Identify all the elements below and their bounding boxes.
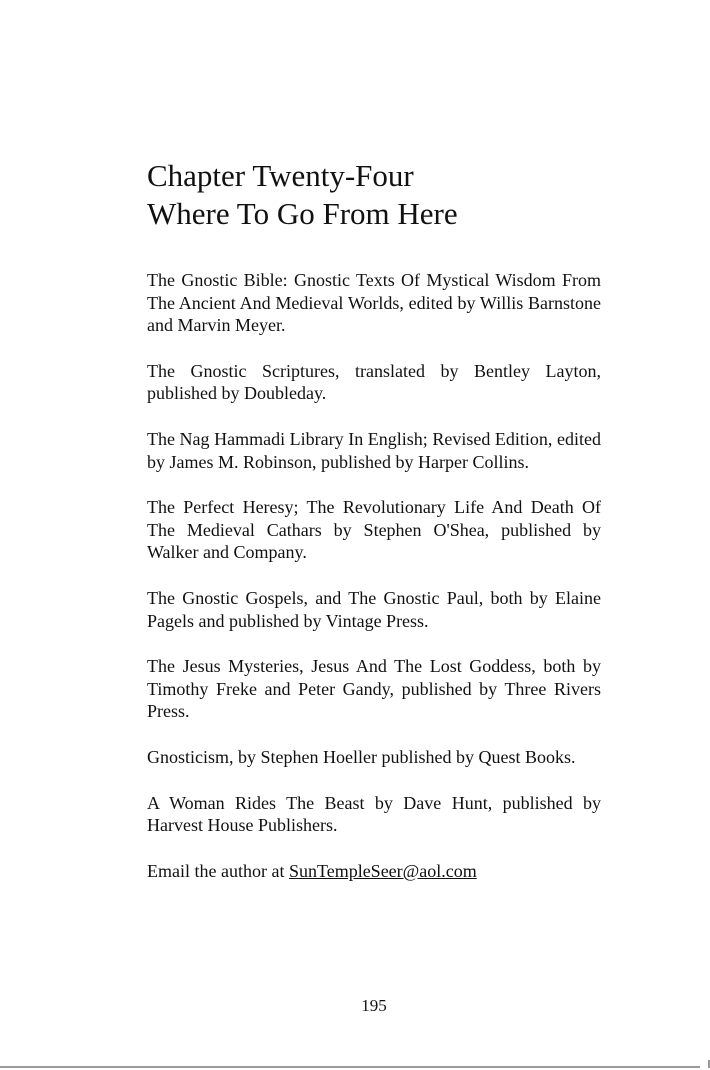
contact-prefix: Email the author at <box>147 860 289 881</box>
page-number: 195 <box>361 996 387 1015</box>
reference-entry: The Gnostic Bible: Gnostic Texts Of Mystical Wisdom From The Ancient And Medieval Worlds, edited by Willis Barnstone and Marvin Meyer. <box>147 270 601 336</box>
reference-entry: The Gnostic Scriptures, translated by Bentley Layton, published by Doubleday. <box>147 360 601 404</box>
reference-entry: The Perfect Heresy; The Revolutionary Life And Death Of The Medieval Cathars by Stephen O'Shea, published by Walker and Company. <box>147 497 601 563</box>
chapter-name-line: Where To Go From Here <box>147 196 458 231</box>
author-email-link[interactable]: SunTempleSeer@aol.com <box>288 860 477 881</box>
chapter-number-line: Chapter Twenty-Four <box>147 158 414 193</box>
reference-entry: The Gnostic Gospels, and The Gnostic Paul, both by Elaine Pagels and published by Vintage Press. <box>147 587 601 631</box>
reference-entry: A Woman Rides The Beast by Dave Hunt, published by Harvest House Publishers. <box>147 792 601 836</box>
reference-entry: The Nag Hammadi Library In English; Revised Edition, edited by James M. Robinson, published by Harper Collins. <box>147 428 601 472</box>
author-contact <box>147 860 601 883</box>
reference-entry: Gnosticism, by Stephen Hoeller published by Quest Books. <box>147 746 576 767</box>
chapter-title <box>147 157 607 233</box>
reference-entry: The Jesus Mysteries, Jesus And The Lost Goddess, both by Timothy Freke and Peter Gandy, published by Three Rivers Press. <box>147 656 601 722</box>
page-bottom-edge <box>0 1066 700 1068</box>
reading-list <box>147 269 601 882</box>
